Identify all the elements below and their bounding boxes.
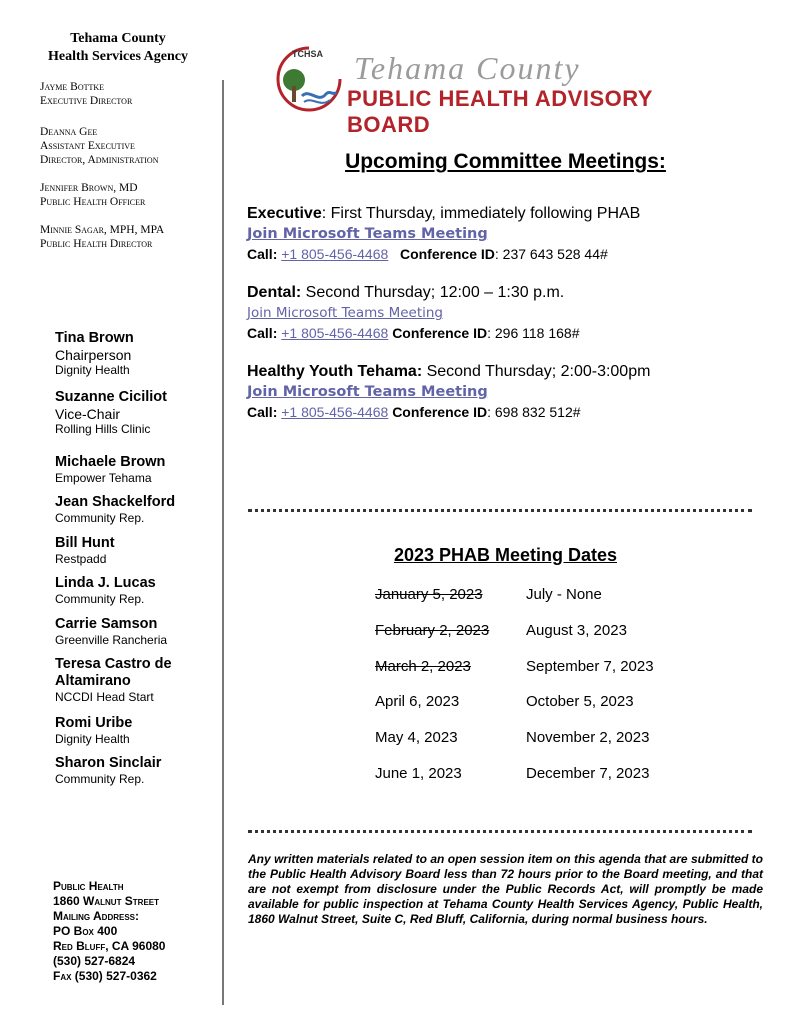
call-line: Call: +1 805-456-4468 Conference ID: 237 643 528 44# (247, 246, 608, 262)
meeting-name: Healthy Youth Tehama: (247, 363, 423, 380)
member-entry (55, 575, 156, 607)
agency-name (28, 30, 208, 66)
meeting-schedule (247, 204, 640, 224)
contact-line: 1860 Walnut Street (53, 894, 160, 908)
meeting-time: Second Thursday; 12:00 – 1:30 p.m. (301, 284, 565, 301)
member-name: Romi Uribe (55, 715, 133, 731)
meeting-time: First Thursday, immediately following PHAB (326, 205, 641, 222)
member-org: Community Rep. (55, 772, 145, 786)
member-org: NCCDI Head Start (55, 690, 154, 704)
staff-name: Deanna Gee (40, 126, 98, 138)
meeting-date-past: January 5, 2023 (375, 586, 483, 603)
call-label: Call (247, 404, 273, 420)
meeting-date: December 7, 2023 (526, 765, 650, 782)
meeting-sep: : (321, 205, 327, 222)
meeting-block (247, 362, 650, 421)
member-entry (55, 755, 161, 787)
staff-title: Director, Administration (40, 154, 159, 166)
member-entry (55, 389, 167, 437)
phone-link[interactable]: +1 805-456-4468 (281, 325, 389, 341)
staff-entry (40, 181, 145, 209)
member-title: Vice-Chair (55, 406, 121, 422)
conference-id-value: : 296 118 168# (487, 325, 580, 341)
staff-title: Executive Director (40, 95, 133, 107)
agency-line-2: Health Services Agency (48, 49, 188, 64)
member-name: Altamirano (55, 673, 131, 689)
contact-line: Public Health (53, 879, 124, 893)
join-teams-link[interactable]: Join Microsoft Teams Meeting (247, 226, 488, 242)
contact-block (53, 879, 165, 984)
conference-id-label: Conference ID (392, 404, 488, 420)
join-teams-link[interactable]: Join Microsoft Teams Meeting (247, 384, 488, 400)
meeting-date: October 5, 2023 (526, 693, 634, 710)
page-title: Upcoming Committee Meetings: (345, 150, 666, 173)
contact-line: PO Box 400 (53, 924, 118, 938)
meeting-date-past: February 2, 2023 (375, 622, 490, 639)
meeting-schedule (247, 362, 650, 382)
member-name: Tina Brown (55, 330, 134, 346)
call-label: Call (247, 246, 273, 262)
meeting-date-past: March 2, 2023 (375, 658, 471, 675)
dotted-divider (248, 509, 752, 512)
meeting-schedule (247, 283, 580, 303)
phone-link[interactable]: +1 805-456-4468 (281, 246, 389, 262)
member-org: Dignity Health (55, 732, 130, 746)
meeting-date: September 7, 2023 (526, 658, 654, 675)
member-name: Michaele Brown (55, 454, 166, 470)
logo-badge-text: TCHSA (292, 49, 323, 59)
phone-link[interactable]: +1 805-456-4468 (281, 404, 389, 420)
call-label: Call (247, 325, 273, 341)
staff-entry (40, 80, 132, 108)
staff-title: Public Health Officer (40, 196, 146, 208)
conference-id-value: : 237 643 528 44# (494, 246, 608, 262)
member-name: Jean Shackelford (55, 494, 176, 510)
staff-title: Public Health Director (40, 238, 153, 250)
meeting-date: August 3, 2023 (526, 622, 627, 639)
meeting-date: November 2, 2023 (526, 729, 650, 746)
meeting-block (247, 283, 580, 342)
sidebar-divider (222, 80, 224, 1005)
contact-line: Mailing Address: (53, 909, 139, 923)
staff-name: Jayme Bottke (40, 81, 105, 93)
conference-id-label: Conference ID (399, 246, 495, 262)
member-entry (55, 535, 115, 567)
meeting-name: Dental: (247, 284, 302, 301)
phab-logo (274, 44, 734, 137)
staff-entry (40, 125, 158, 167)
join-teams-link[interactable]: Join Microsoft Teams Meeting (247, 305, 444, 321)
meeting-date: April 6, 2023 (375, 693, 460, 710)
member-org: Rolling Hills Clinic (55, 422, 151, 436)
conference-id-label: Conference ID (392, 325, 488, 341)
member-org: Community Rep. (55, 511, 145, 525)
member-name: Sharon Sinclair (55, 755, 162, 771)
dates-title: 2023 PHAB Meeting Dates (393, 545, 618, 565)
member-org: Dignity Health (55, 363, 130, 377)
member-name: Teresa Castro de (55, 656, 172, 672)
staff-entry (40, 223, 164, 251)
meeting-time: Second Thursday; 2:00-3:00pm (422, 363, 651, 380)
public-records-notice: Any written materials related to an open session item on this agenda that are submitted to the Public Health Advisory Board less than 72 hours prior to the Board meeting, and that are not exempt from disclosure under the Public Records Act, will promptly be made available for public inspection at Tehama County Health Services Agency, Public Health, 1860 Walnut Street, Suite C, Red Bluff, California, during normal business hours. (248, 852, 763, 926)
logo-board-text: PUBLIC HEALTH ADVISORY BOARD (347, 86, 653, 137)
member-org: Empower Tehama (55, 471, 152, 485)
agency-line-1: Tehama County (70, 31, 166, 46)
member-entry (55, 656, 172, 705)
call-line: Call: +1 805-456-4468 Conference ID: 698 832 512# (247, 404, 581, 420)
staff-title: Assistant Executive (40, 140, 135, 152)
member-name: Bill Hunt (55, 535, 115, 551)
contact-line: Fax (530) 527-0362 (53, 969, 157, 983)
member-entry (55, 616, 167, 648)
meeting-block (247, 204, 640, 263)
call-line: Call: +1 805-456-4468 Conference ID: 296 118 168# (247, 325, 580, 341)
meeting-name: Executive (247, 205, 322, 222)
member-org: Greenville Rancheria (55, 633, 168, 647)
member-name: Linda J. Lucas (55, 575, 156, 591)
member-entry (55, 715, 132, 747)
logo-script-text: Tehama County (354, 50, 581, 86)
member-entry (55, 494, 175, 526)
member-title: Chairperson (55, 347, 132, 363)
meeting-date: July - None (526, 586, 602, 603)
staff-name: Jennifer Brown, MD (40, 182, 138, 194)
meeting-date: May 4, 2023 (375, 729, 458, 746)
member-name: Suzanne Ciciliot (55, 389, 167, 405)
meeting-date: June 1, 2023 (375, 765, 462, 782)
dotted-divider (248, 830, 752, 833)
staff-name: Minnie Sagar, MPH, MPA (40, 224, 165, 236)
member-org: Community Rep. (55, 592, 145, 606)
member-entry (55, 454, 165, 486)
contact-line: (530) 527-6824 (53, 954, 136, 968)
member-entry (55, 330, 134, 378)
member-name: Carrie Samson (55, 616, 158, 632)
member-org: Restpadd (55, 552, 107, 566)
contact-line: Red Bluff, CA 96080 (53, 939, 166, 953)
conference-id-value: : 698 832 512# (487, 404, 581, 420)
